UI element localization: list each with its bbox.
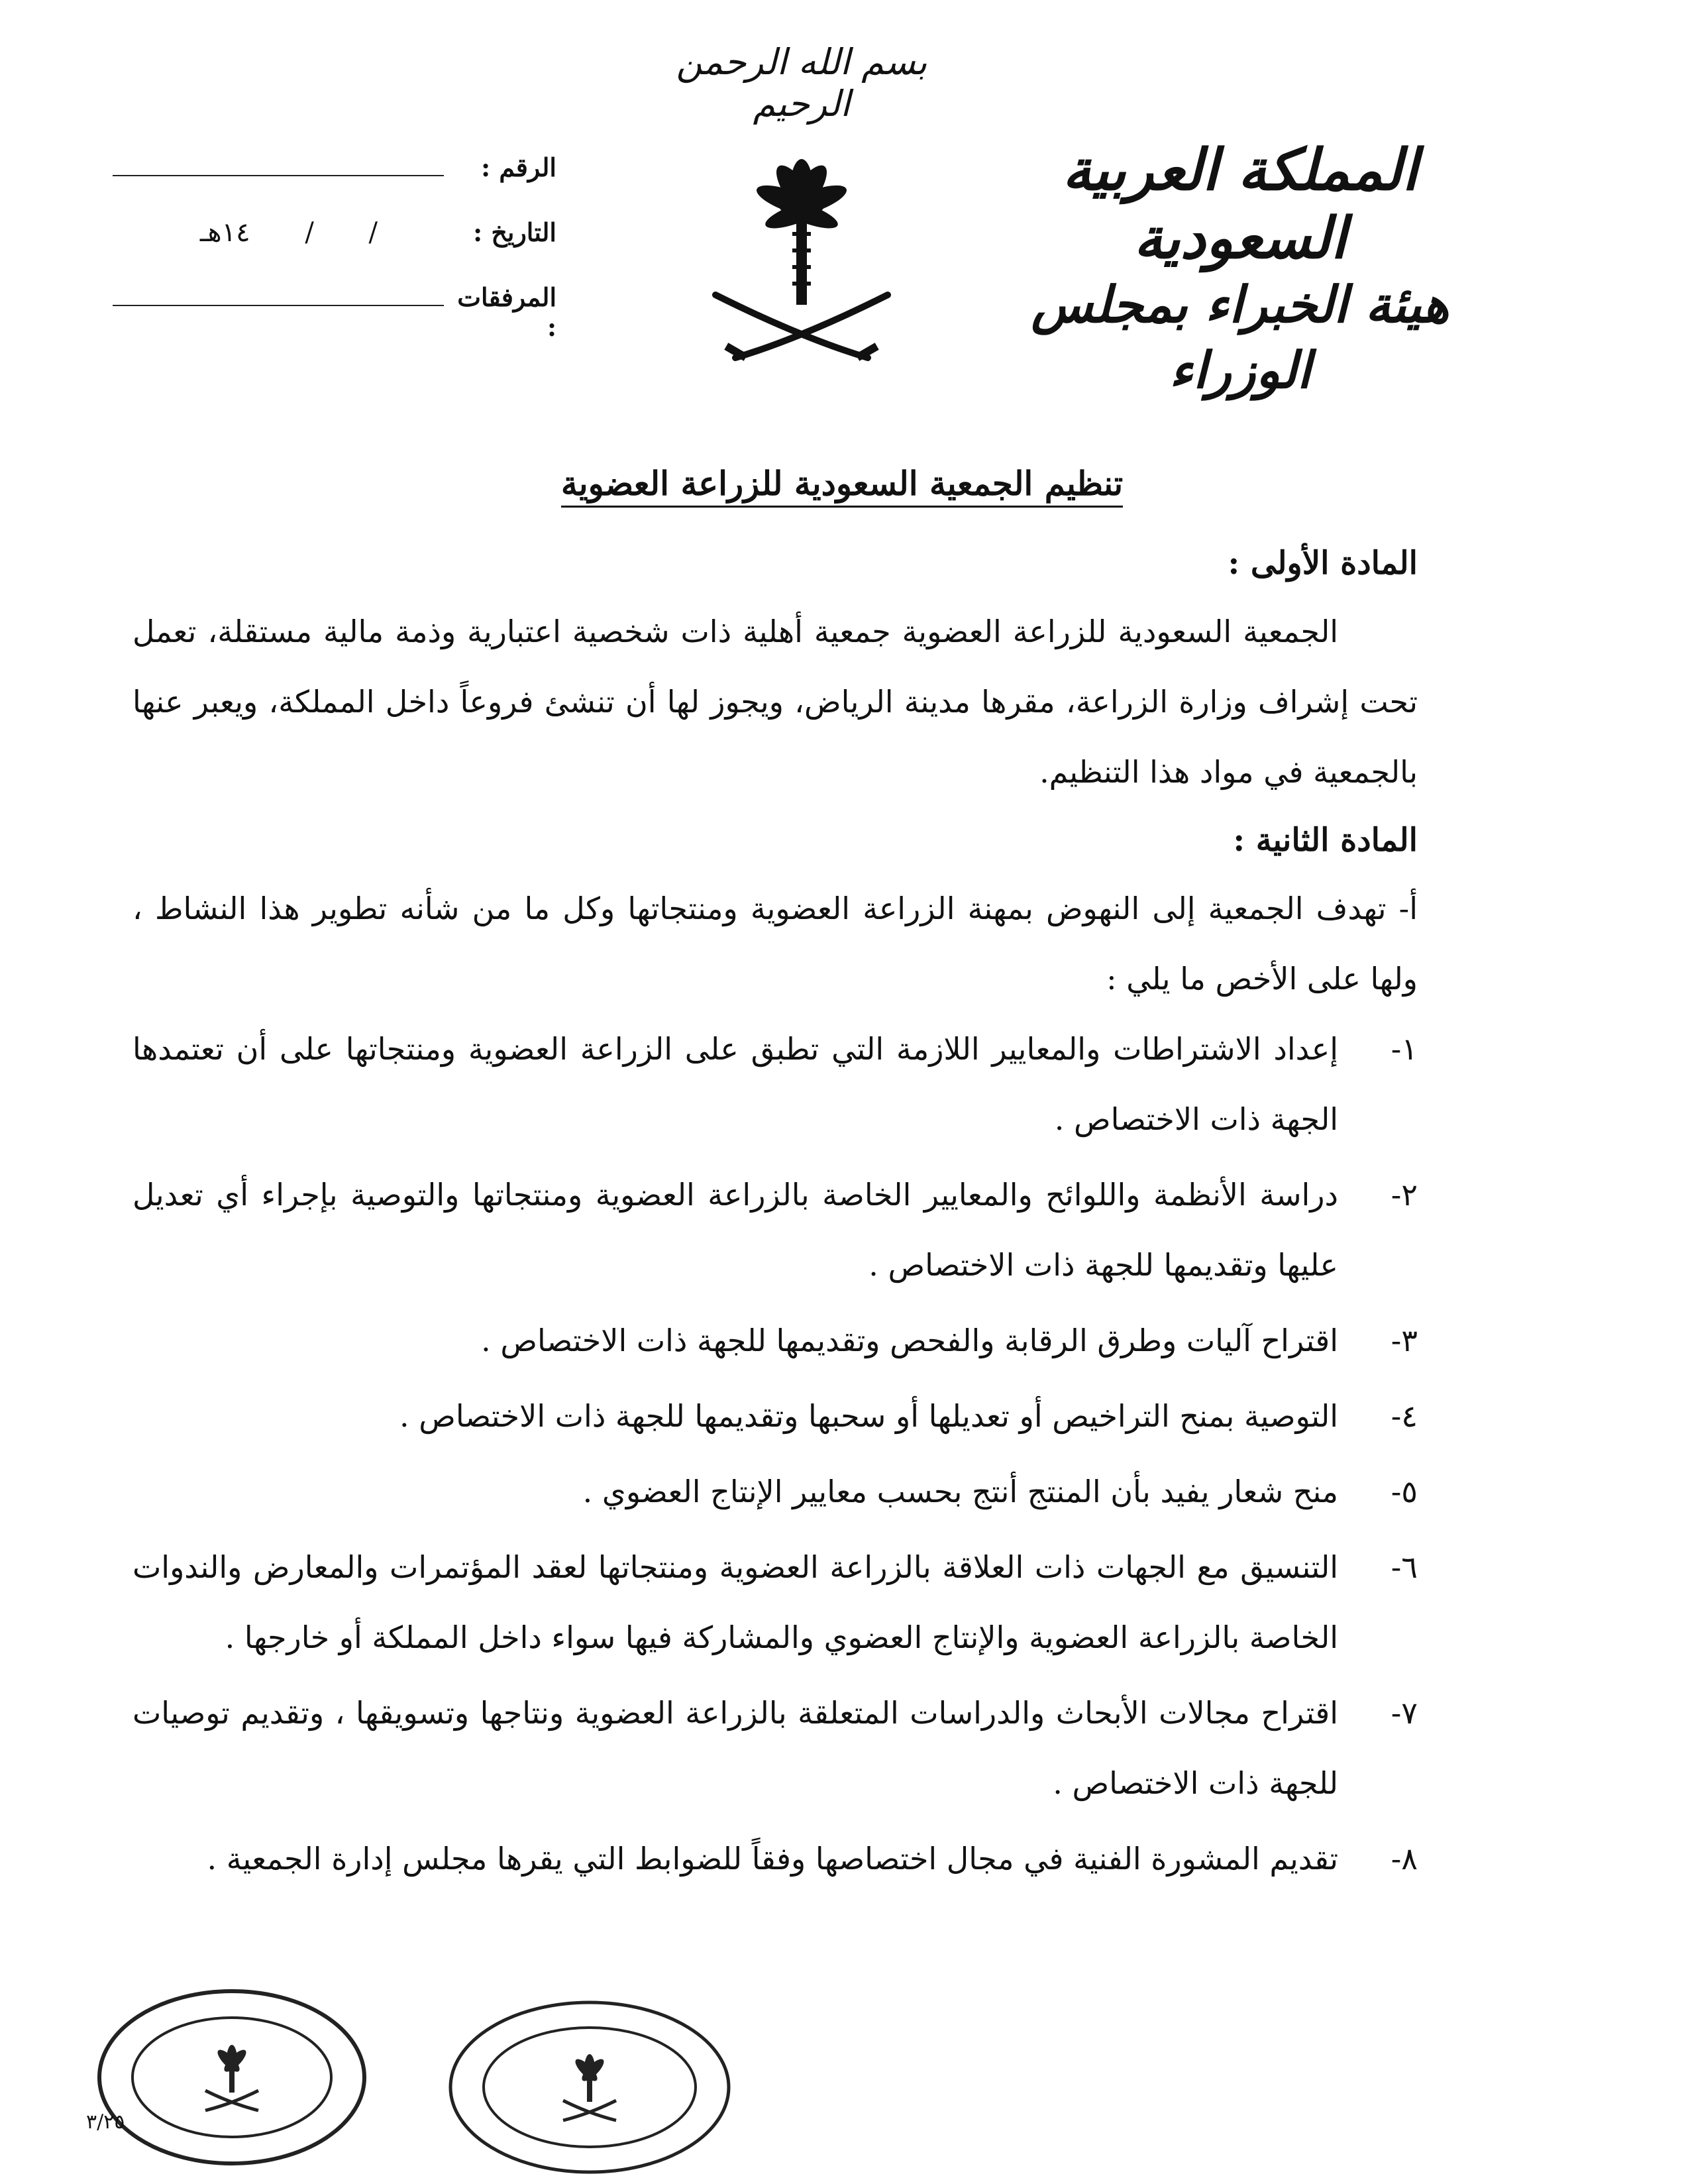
palm-swords-emblem-icon	[702, 146, 901, 371]
list-item	[132, 1678, 1418, 1818]
list-item-text: دراسة الأنظمة واللوائح والمعايير الخاصة بالزراعة العضوية ومنتجاتها والتوصية بإجراء أي تعديل عليها وتقديمها للجهة ذات الاختصاص .	[132, 1177, 1338, 1283]
document-title	[371, 464, 1313, 503]
list-item	[132, 1305, 1418, 1376]
reference-block	[106, 152, 556, 347]
ref-number-line	[113, 168, 444, 176]
ref-number-label: الرقم :	[481, 152, 556, 182]
list-item-text: إعداد الاشتراطات والمعايير اللازمة التي تطبق على الزراعة العضوية ومنتجاتها على أن تعتمدها الجهة ذات الاختصاص .	[132, 1031, 1338, 1137]
article-2-intro: أ- تهدف الجمعية إلى النهوض بمهنة الزراعة العضوية ومنتجاتها وكل ما من شأنه تطوير هذا النشاط ، ولها على الأخص ما يلي :	[132, 891, 1418, 997]
list-item-text: منح شعار يفيد بأن المنتج أنتج بحسب معايير الإنتاج العضوي .	[582, 1474, 1338, 1509]
stamp-general-secretariat-icon	[93, 1981, 371, 2173]
document-body	[132, 530, 1418, 1899]
list-item	[132, 1381, 1418, 1451]
list-item-text: التنسيق مع الجهات ذات العلاقة بالزراعة العضوية ومنتجاتها لعقد المؤتمرات والمعارض والندوات الخاصة بالزراعة العضوية والإنتاج العضوي والمشاركة فيها سواء داخل المملكة أو خارجها .	[132, 1549, 1338, 1655]
org-subname: هيئة الخبراء بمجلس الوزراء	[1031, 275, 1449, 400]
list-item-number: ٣-	[1391, 1323, 1418, 1358]
date-label: التاريخ :	[473, 217, 556, 247]
article-1-text: الجمعية السعودية للزراعة العضوية جمعية أهلية ذات شخصية اعتبارية وذمة مالية مستقلة، تعمل تحت إشراف وزارة الزراعة، مقرها مدينة الرياض، ويجوز لها أن تنشئ فروعاً داخل المملكة، ويعبر عنها بالجمعية في مواد هذا التنظيم.	[132, 614, 1418, 790]
organization-header	[988, 136, 1492, 404]
article-1-heading: المادة الأولى :	[1228, 545, 1418, 582]
list-item-number: ٨-	[1391, 1841, 1418, 1877]
list-item	[132, 1160, 1418, 1300]
attachments-label: المرفقات :	[457, 282, 556, 342]
list-item-number: ٤-	[1391, 1398, 1418, 1434]
ref-number-row	[106, 152, 556, 217]
list-item	[132, 1014, 1418, 1154]
attachments-line	[113, 298, 444, 306]
page-number: ٣/٢٥	[86, 2110, 125, 2134]
list-item-number: ٥-	[1391, 1474, 1418, 1509]
date-value: / / ١٤هـ	[199, 217, 378, 248]
list-item-text: اقتراح مجالات الأبحاث والدراسات المتعلقة بالزراعة العضوية ونتاجها وتسويقها ، وتقديم توصيات للجهة ذات الاختصاص .	[132, 1695, 1338, 1801]
stamp-experts-commission-icon	[444, 1994, 735, 2180]
article-2-heading: المادة الثانية :	[1233, 822, 1418, 859]
list-item-text: تقديم المشورة الفنية في مجال اختصاصها وفقاً للضوابط التي يقرها مجلس إدارة الجمعية .	[207, 1841, 1338, 1877]
list-item-number: ٢-	[1391, 1177, 1418, 1213]
list-item-number: ١-	[1391, 1031, 1418, 1067]
list-item-number: ٧-	[1391, 1695, 1418, 1731]
document-title-text: تنظيم الجمعية السعودية للزراعة العضوية	[561, 464, 1123, 508]
list-item	[132, 1824, 1418, 1894]
list-item-text: اقتراح آليات وطرق الرقابة والفحص وتقديمها للجهة ذات الاختصاص .	[481, 1323, 1338, 1358]
list-item	[132, 1456, 1418, 1527]
list-item-number: ٦-	[1391, 1549, 1418, 1585]
org-name: المملكة العربية السعودية	[1062, 136, 1418, 272]
date-row	[106, 217, 556, 282]
basmala: بسم الله الرحمن الرحيم	[676, 41, 927, 125]
attachments-row	[106, 282, 556, 347]
list-item	[132, 1532, 1418, 1672]
list-item-text: التوصية بمنح التراخيص أو تعديلها أو سحبها وتقديمها للجهة ذات الاختصاص .	[399, 1398, 1338, 1434]
